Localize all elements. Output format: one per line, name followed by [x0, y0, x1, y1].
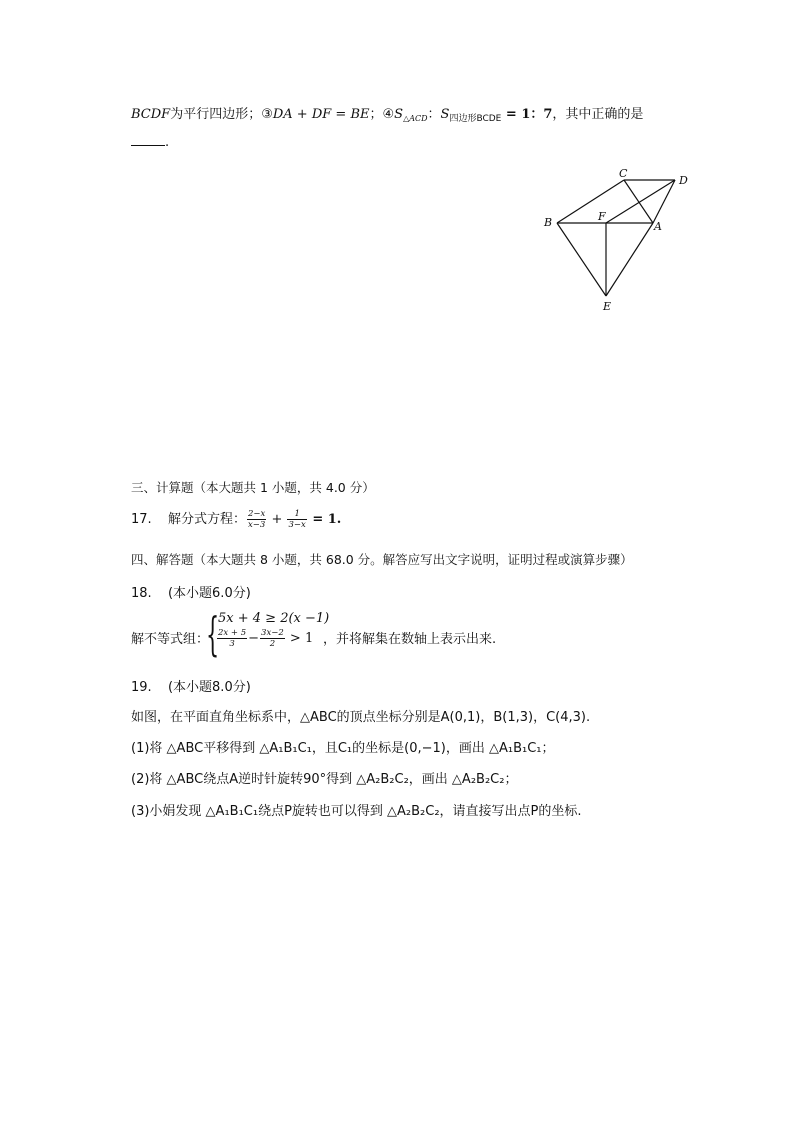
denominator: 2	[260, 638, 285, 649]
question-number: 19.	[131, 680, 152, 695]
math-s: S	[440, 107, 450, 122]
numerator: 1	[294, 509, 300, 519]
section-heading-4: 四、解答题（本大题共 8 小题，共 68.0 分。解答应写出文字说明，证明过程或演算步骤）	[131, 552, 633, 567]
label-b: B	[544, 216, 553, 229]
numerator: 2−x	[247, 509, 266, 519]
numerator: 3x−2	[261, 628, 284, 638]
q18-suffix: ，并将解集在数轴上表示出来.	[323, 632, 497, 647]
math-minus: −	[248, 631, 260, 646]
fraction-1	[247, 509, 266, 530]
math-ratio: = 1：7	[501, 107, 553, 122]
fraction-2	[260, 628, 285, 649]
label-c: C	[619, 167, 628, 180]
math-eq: =	[331, 107, 351, 122]
text: .	[165, 135, 170, 150]
label-f: F	[598, 210, 606, 223]
math-gt: > 1	[285, 631, 314, 646]
fraction-1	[217, 628, 247, 649]
text: ，其中正确的是	[552, 107, 644, 122]
q18-inequality-1: 5x + 4 ≥ 2(x −1)	[218, 611, 330, 626]
math-df: DF	[311, 107, 332, 122]
segment-bc	[557, 180, 624, 223]
label-a: A	[654, 220, 662, 233]
q16-statement-line1	[131, 103, 643, 124]
math-rhs: = 1.	[307, 512, 342, 527]
math-da: DA	[272, 107, 293, 122]
segment-ae	[606, 223, 653, 296]
denominator: x−3	[247, 520, 266, 530]
q19-part-3: (3)小娟发现 △A₁B₁C₁绕点P旋转也可以得到 △A₂B₂C₂，请直接写出点P的坐标.	[131, 804, 582, 819]
math-bcdf: BCDF	[131, 107, 171, 122]
label-d: D	[679, 174, 688, 187]
q19-header	[131, 676, 251, 695]
math-be: BE	[350, 107, 370, 122]
numerator: 2x + 5	[218, 628, 247, 638]
segment-ca	[624, 180, 653, 223]
question-number: 17.	[131, 512, 152, 527]
q16-statement-line2	[131, 135, 169, 150]
q19-intro: 如图，在平面直角坐标系中，△ABC的顶点坐标分别是A(0,1)，B(1,3)，C(4,3).	[131, 710, 591, 725]
denominator: 3	[217, 638, 247, 649]
q18-inequality-2	[216, 628, 313, 649]
answer-blank[interactable]	[131, 136, 165, 146]
denominator: 3−x	[288, 520, 306, 530]
q19-part-2: (2)将 △ABC绕点A逆时针旋转90°得到 △A₂B₂C₂，画出 △A₂B₂C₂；	[131, 772, 518, 787]
math-s: S	[394, 107, 404, 122]
fraction-2	[287, 509, 306, 530]
math-sub-acd: △ACD	[403, 114, 428, 123]
q18-header	[131, 582, 251, 601]
math-plus: +	[267, 512, 287, 527]
question-text: 解分式方程：	[167, 512, 246, 527]
system-brace: {	[206, 607, 220, 661]
section-heading-3: 三、计算题（本大题共 1 小题，共 4.0 分）	[131, 480, 375, 495]
math-plus: +	[292, 107, 312, 122]
geometry-figure	[535, 165, 715, 315]
segment-be	[557, 223, 606, 296]
q18-prefix: 解不等式组：	[131, 632, 210, 647]
q19-part-1: (1)将 △ABC平移得到 △A₁B₁C₁，且C₁的坐标是(0,−1)，画出 △A₁B₁C₁；	[131, 741, 555, 756]
text: ；④	[369, 107, 395, 122]
question-number: 18.	[131, 586, 152, 601]
text: 为平行四边形；③	[170, 107, 273, 122]
text: ：	[427, 107, 441, 122]
question-score: (本小题6.0分)	[167, 586, 251, 601]
q17	[131, 508, 341, 530]
question-score: (本小题8.0分)	[167, 680, 251, 695]
label-e: E	[603, 300, 612, 313]
math-sub-bcde: 四边形BCDE	[449, 114, 502, 124]
